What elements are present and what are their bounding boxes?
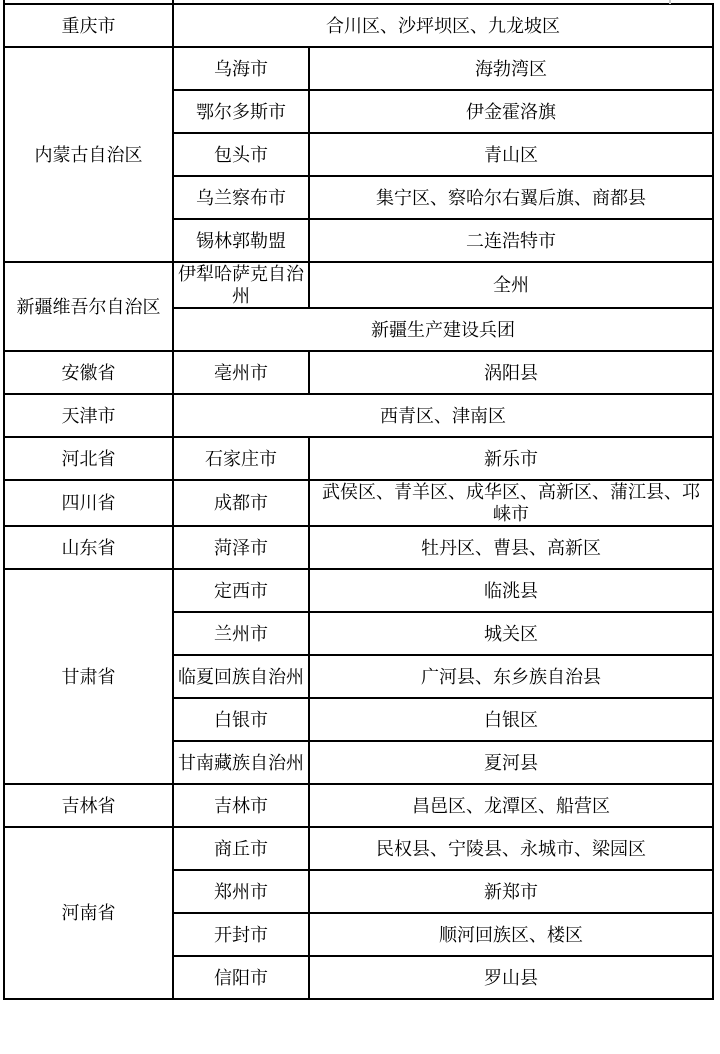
city-cell: 定西市 — [173, 569, 309, 612]
districts-cell: 广河县、东乡族自治县 — [309, 655, 713, 698]
city-cell: 菏泽市 — [173, 526, 309, 569]
city-cell: 石家庄市 — [173, 437, 309, 480]
districts-cell: 青山区 — [309, 133, 713, 176]
city-cell: 包头市 — [173, 133, 309, 176]
province-cell: 天津市 — [4, 394, 173, 437]
city-cell: 开封市 — [173, 913, 309, 956]
city-cell: 郑州市 — [173, 870, 309, 913]
top-border-stub-left — [3, 0, 5, 4]
top-border-stub-column — [172, 0, 174, 4]
region-table — [3, 3, 714, 1000]
districts-cell: 罗山县 — [309, 956, 713, 999]
districts-cell: 白银区 — [309, 698, 713, 741]
city-cell: 兰州市 — [173, 612, 309, 655]
districts-cell: 顺河回族区、楼区 — [309, 913, 713, 956]
districts-cell: 牡丹区、曹县、高新区 — [309, 526, 713, 569]
province-cell: 吉林省 — [4, 784, 173, 827]
city-cell: 亳州市 — [173, 351, 309, 394]
city-cell: 白银市 — [173, 698, 309, 741]
table-row — [4, 262, 713, 308]
table-row — [4, 784, 713, 827]
city-cell: 临夏回族自治州 — [173, 655, 309, 698]
districts-cell: 临洮县 — [309, 569, 713, 612]
districts-cell-merged: 西青区、津南区 — [173, 394, 713, 437]
districts-cell: 涡阳县 — [309, 351, 713, 394]
province-cell: 内蒙古自治区 — [4, 47, 173, 262]
table-row — [4, 569, 713, 612]
table-row — [4, 437, 713, 480]
top-border-stub-gray — [669, 0, 671, 4]
city-cell: 乌兰察布市 — [173, 176, 309, 219]
province-cell: 新疆维吾尔自治区 — [4, 262, 173, 351]
districts-cell: 海勃湾区 — [309, 47, 713, 90]
districts-cell: 集宁区、察哈尔右翼后旗、商都县 — [309, 176, 713, 219]
city-cell: 锡林郭勒盟 — [173, 219, 309, 262]
city-cell: 吉林市 — [173, 784, 309, 827]
province-cell: 四川省 — [4, 480, 173, 526]
districts-cell: 城关区 — [309, 612, 713, 655]
districts-cell: 新乐市 — [309, 437, 713, 480]
city-cell: 伊犁哈萨克自治州 — [173, 262, 309, 308]
table-row — [4, 480, 713, 526]
city-cell: 甘南藏族自治州 — [173, 741, 309, 784]
province-cell: 河北省 — [4, 437, 173, 480]
districts-cell: 伊金霍洛旗 — [309, 90, 713, 133]
province-cell: 甘肃省 — [4, 569, 173, 784]
table-row — [4, 47, 713, 90]
table-row — [4, 526, 713, 569]
city-cell: 成都市 — [173, 480, 309, 526]
districts-cell: 民权县、宁陵县、永城市、梁园区 — [309, 827, 713, 870]
districts-cell: 昌邑区、龙潭区、船营区 — [309, 784, 713, 827]
city-cell: 乌海市 — [173, 47, 309, 90]
table-row — [4, 4, 713, 47]
table-row — [4, 351, 713, 394]
districts-cell-merged: 新疆生产建设兵团 — [173, 308, 713, 351]
table-row — [4, 827, 713, 870]
city-cell: 商丘市 — [173, 827, 309, 870]
province-cell: 重庆市 — [4, 4, 173, 47]
table-row — [4, 394, 713, 437]
districts-cell: 二连浩特市 — [309, 219, 713, 262]
districts-cell: 全州 — [309, 262, 713, 308]
city-cell: 信阳市 — [173, 956, 309, 999]
province-cell: 山东省 — [4, 526, 173, 569]
province-cell: 安徽省 — [4, 351, 173, 394]
province-cell: 河南省 — [4, 827, 173, 999]
districts-cell: 夏河县 — [309, 741, 713, 784]
districts-cell: 武侯区、青羊区、成华区、高新区、蒲江县、邛崃市 — [309, 480, 713, 526]
districts-cell: 新郑市 — [309, 870, 713, 913]
region-table-body — [4, 4, 713, 999]
districts-cell-merged: 合川区、沙坪坝区、九龙坡区 — [173, 4, 713, 47]
city-cell: 鄂尔多斯市 — [173, 90, 309, 133]
